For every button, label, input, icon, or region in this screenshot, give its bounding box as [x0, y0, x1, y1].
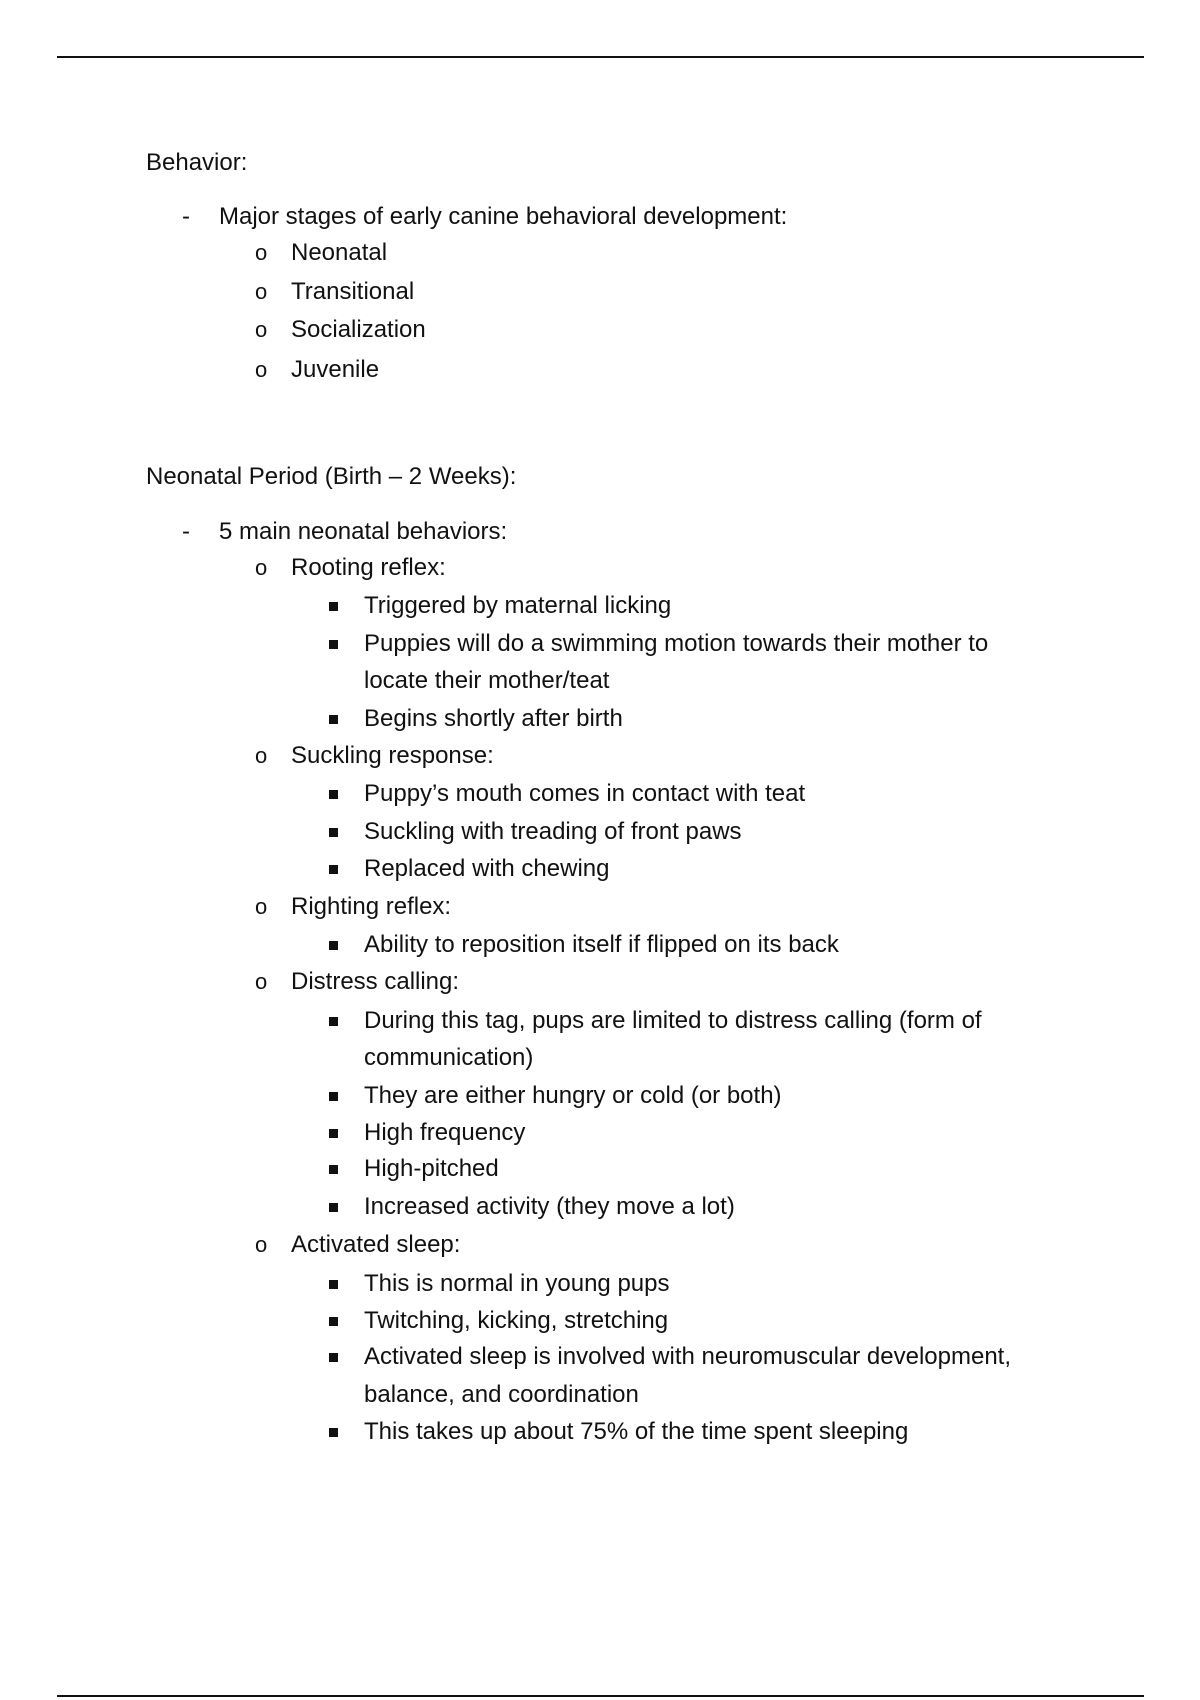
- list-item-socialization: Socialization: [291, 316, 426, 343]
- square-bullet: [329, 1353, 338, 1362]
- bullet-point: Begins shortly after birth: [364, 705, 623, 732]
- bullet-point: Ability to reposition itself if flipped on its back: [364, 931, 839, 958]
- square-bullet: [329, 1129, 338, 1138]
- list-item-stages: Major stages of early canine behavioral development:: [219, 203, 788, 230]
- bullet-point: Activated sleep is involved with neuromuscular development,: [364, 1343, 1012, 1370]
- bullet-point-continuation: balance, and coordination: [364, 1381, 639, 1408]
- square-bullet: [329, 865, 338, 874]
- circle-bullet: o: [255, 969, 268, 994]
- bullet-point: Puppies will do a swimming motion towards their mother to: [364, 630, 989, 657]
- header-rule: [57, 56, 1144, 58]
- bullet-point: They are either hungry or cold (or both): [364, 1082, 782, 1109]
- square-bullet: [329, 828, 338, 837]
- list-item-neonatal: Neonatal: [291, 239, 388, 266]
- bullet-point: Replaced with chewing: [364, 855, 610, 882]
- square-bullet: [329, 1165, 338, 1174]
- bullet-point: High frequency: [364, 1119, 526, 1146]
- behavior-label-suckling: Suckling response:: [291, 742, 494, 769]
- square-bullet: [329, 1317, 338, 1326]
- footer-rule: [57, 1695, 1144, 1697]
- square-bullet: [329, 715, 338, 724]
- list-item-juvenile: Juvenile: [291, 356, 380, 383]
- bullet-point: High-pitched: [364, 1155, 499, 1182]
- list-item-main-behaviors: 5 main neonatal behaviors:: [219, 518, 508, 545]
- bullet-point: Twitching, kicking, stretching: [364, 1307, 669, 1334]
- square-bullet: [329, 1017, 338, 1026]
- bullet-point: This is normal in young pups: [364, 1270, 670, 1297]
- circle-bullet: o: [255, 240, 268, 265]
- circle-bullet: o: [255, 555, 268, 580]
- square-bullet: [329, 640, 338, 649]
- square-bullet: [329, 1203, 338, 1212]
- square-bullet: [329, 1428, 338, 1437]
- section-heading-neonatal-period: Neonatal Period (Birth – 2 Weeks):: [146, 463, 517, 490]
- section-heading-behavior: Behavior:: [146, 149, 248, 176]
- square-bullet: [329, 1092, 338, 1101]
- circle-bullet: o: [255, 1232, 268, 1257]
- bullet-point: This takes up about 75% of the time spent sleeping: [364, 1418, 909, 1445]
- bullet-point-continuation: communication): [364, 1044, 534, 1071]
- dash-bullet: -: [182, 518, 190, 545]
- bullet-point: Triggered by maternal licking: [364, 592, 672, 619]
- bullet-point: Suckling with treading of front paws: [364, 818, 742, 845]
- square-bullet: [329, 790, 338, 799]
- list-item-transitional: Transitional: [291, 278, 415, 305]
- behavior-label-activated-sleep: Activated sleep:: [291, 1231, 461, 1258]
- circle-bullet: o: [255, 279, 268, 304]
- bullet-point-continuation: locate their mother/teat: [364, 667, 610, 694]
- circle-bullet: o: [255, 357, 268, 382]
- circle-bullet: o: [255, 743, 268, 768]
- bullet-point: Increased activity (they move a lot): [364, 1193, 735, 1220]
- behavior-label-rooting: Rooting reflex:: [291, 554, 446, 581]
- circle-bullet: o: [255, 894, 268, 919]
- square-bullet: [329, 941, 338, 950]
- square-bullet: [329, 602, 338, 611]
- circle-bullet: o: [255, 317, 268, 342]
- square-bullet: [329, 1280, 338, 1289]
- dash-bullet: -: [182, 203, 190, 230]
- behavior-label-righting: Righting reflex:: [291, 893, 452, 920]
- bullet-point: Puppy’s mouth comes in contact with teat: [364, 780, 806, 807]
- behavior-label-distress: Distress calling:: [291, 968, 460, 995]
- bullet-point: During this tag, pups are limited to distress calling (form of: [364, 1007, 982, 1034]
